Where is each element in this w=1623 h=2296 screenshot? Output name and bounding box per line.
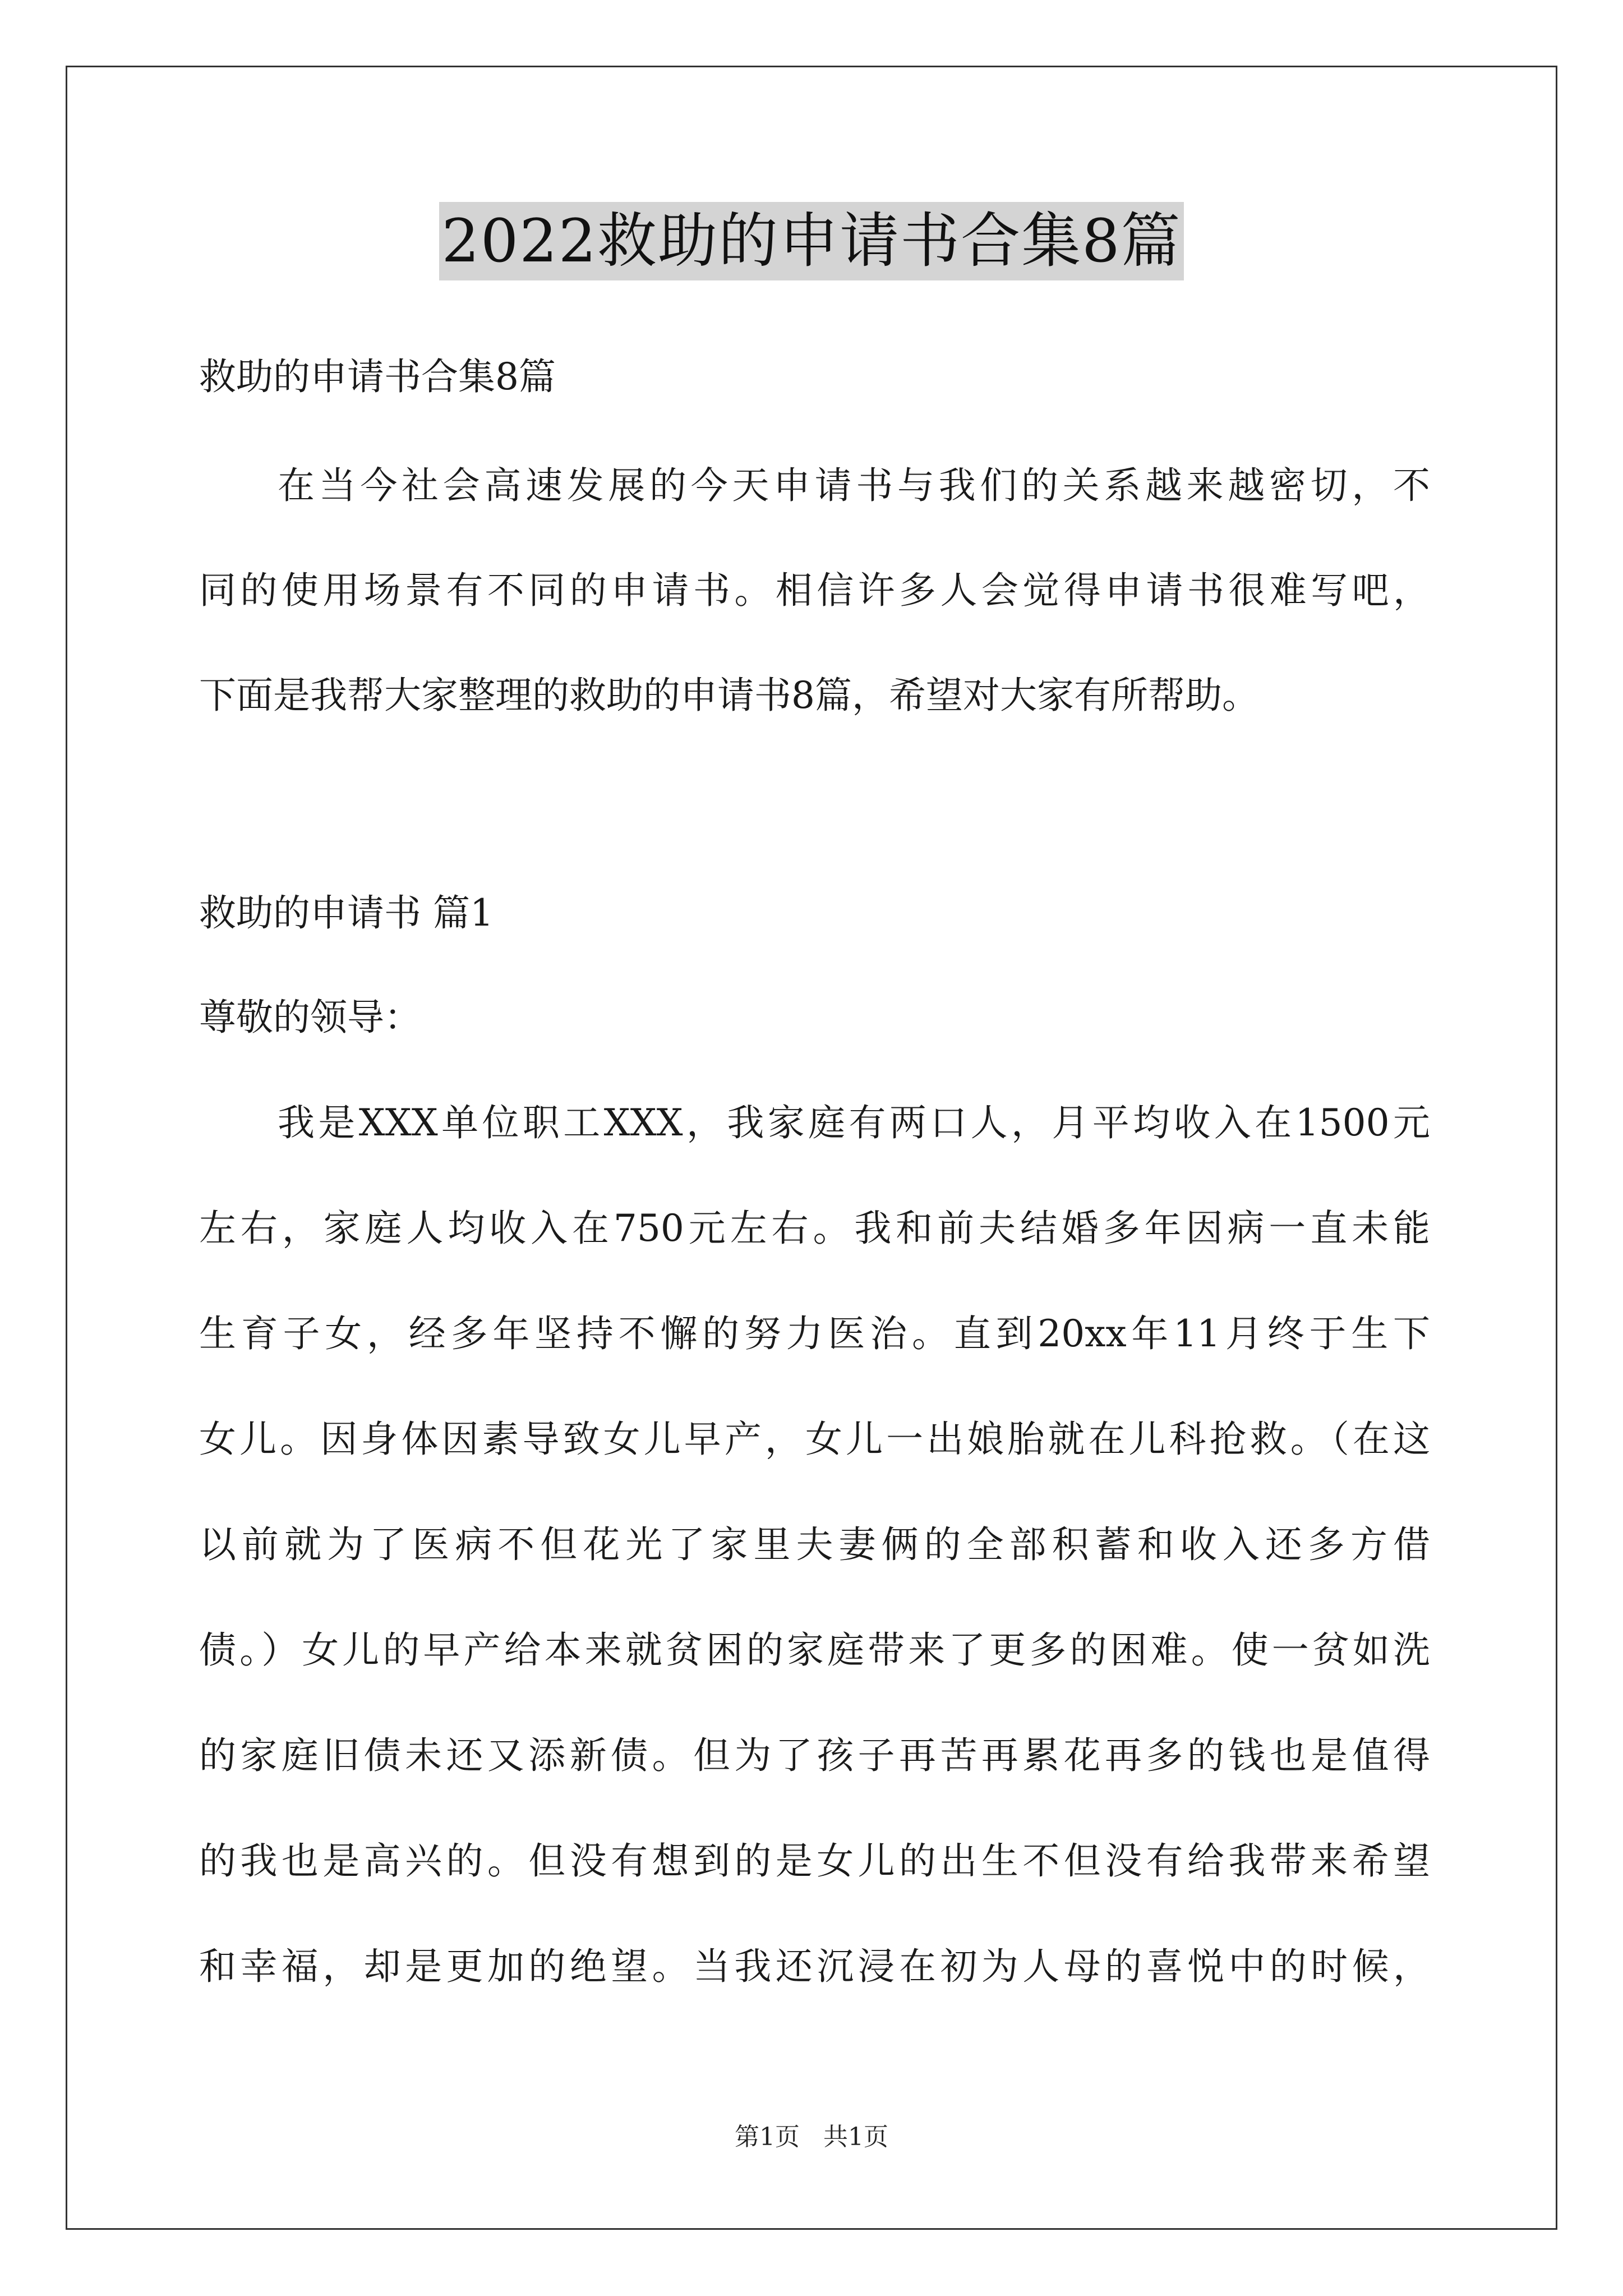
body-line-1: 我是XXX单位职工XXX，我家庭有两口人，月平均收入在1500元 [278, 1101, 1430, 1144]
salutation: 尊敬的领导： [199, 996, 421, 1039]
body-line-9: 和幸福，却是更加的绝望。当我还沉浸在初为人母的喜悦中的时候， [199, 1945, 1430, 1988]
section-heading: 救助的申请书 篇1 [199, 891, 494, 935]
body-line-3: 生育子女，经多年坚持不懈的努力医治。直到20xx年11月终于生下 [199, 1312, 1430, 1355]
body-line-5: 以前就为了医病不但花光了家里夫妻俩的全部积蓄和收入还多方借 [199, 1523, 1430, 1566]
intro-line-2: 同的使用场景有不同的申请书。相信许多人会觉得申请书很难写吧， [199, 569, 1430, 612]
body-line-2: 左右，家庭人均收入在750元左右。我和前夫结婚多年因病一直未能 [199, 1207, 1430, 1250]
body-line-4: 女儿。因身体因素导致女儿早产，女儿一出娘胎就在儿科抢救。（在这 [199, 1418, 1430, 1461]
page-footer: 第1页 共1页 [735, 2123, 888, 2151]
document-subtitle: 救助的申请书合集8篇 [199, 355, 556, 398]
body-line-7: 的家庭旧债未还又添新债。但为了孩子再苦再累花再多的钱也是值得 [199, 1734, 1430, 1777]
intro-line-1: 在当今社会高速发展的今天申请书与我们的关系越来越密切，不 [278, 464, 1430, 507]
title-container [0, 202, 1623, 280]
document-title: 2022救助的申请书合集8篇 [439, 202, 1183, 280]
intro-line-3: 下面是我帮大家整理的救助的申请书8篇，希望对大家有所帮助。 [199, 674, 1259, 717]
body-line-8: 的我也是高兴的。但没有想到的是女儿的出生不但没有给我带来希望 [199, 1839, 1430, 1883]
body-line-6: 债。）女儿的早产给本来就贫困的家庭带来了更多的困难。使一贫如洗 [199, 1628, 1430, 1672]
